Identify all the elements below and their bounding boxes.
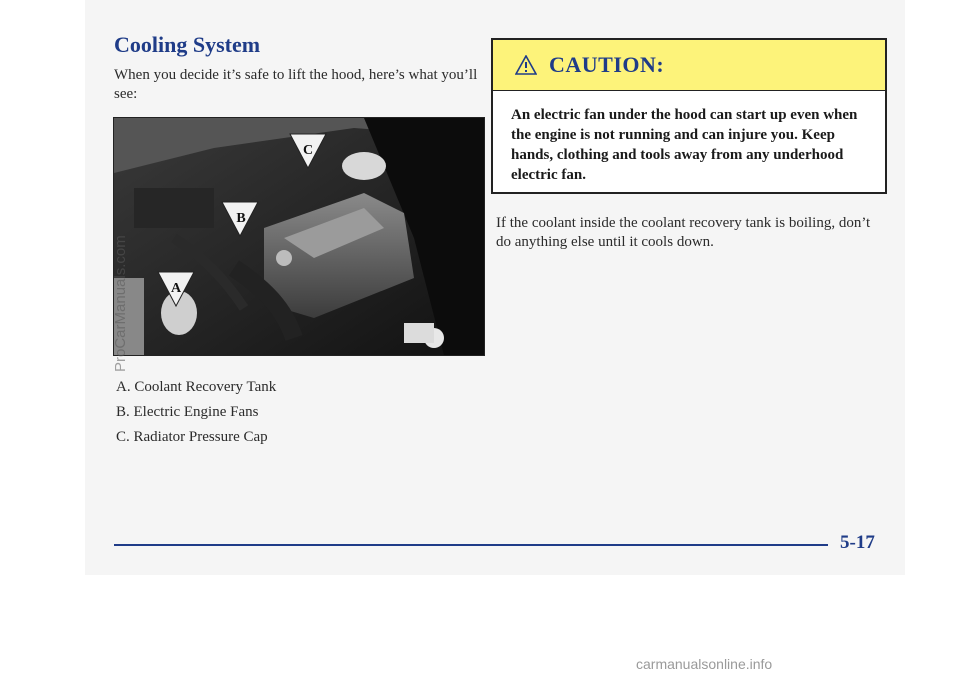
footer-rule (114, 544, 828, 546)
intro-paragraph: When you decide it’s safe to lift the hood, here’s what you’ll see: (114, 67, 478, 102)
section-title: Cooling System (114, 32, 261, 57)
legend-item: B. Electric Engine Fans (116, 404, 259, 420)
callout-c-label: C (302, 143, 314, 158)
caution-header (493, 40, 885, 91)
photo-legend (116, 378, 276, 453)
callout-a-label: A (170, 281, 182, 296)
side-watermark: ProCarManuals.com (112, 235, 129, 372)
site-watermark: carmanualsonline.info (636, 656, 773, 672)
caution-box (491, 38, 887, 194)
engine-compartment-photo (113, 117, 485, 356)
callout-b-label: B (236, 211, 246, 226)
legend-item: A. Coolant Recovery Tank (116, 379, 277, 395)
warning-triangle-icon (515, 55, 537, 75)
caution-text: An electric fan under the hood can start up even when the engine is not running and can injure you. Keep hands, clothing and tools away from any underhood electric fan. (511, 107, 858, 183)
page-number: 5-17 (840, 532, 875, 553)
caution-title: CAUTION: (549, 52, 665, 77)
legend-item: C. Radiator Pressure Cap (116, 429, 268, 445)
coolant-boiling-paragraph: If the coolant inside the coolant recovery tank is boiling, don’t do anything else until it cools down. (496, 215, 871, 250)
